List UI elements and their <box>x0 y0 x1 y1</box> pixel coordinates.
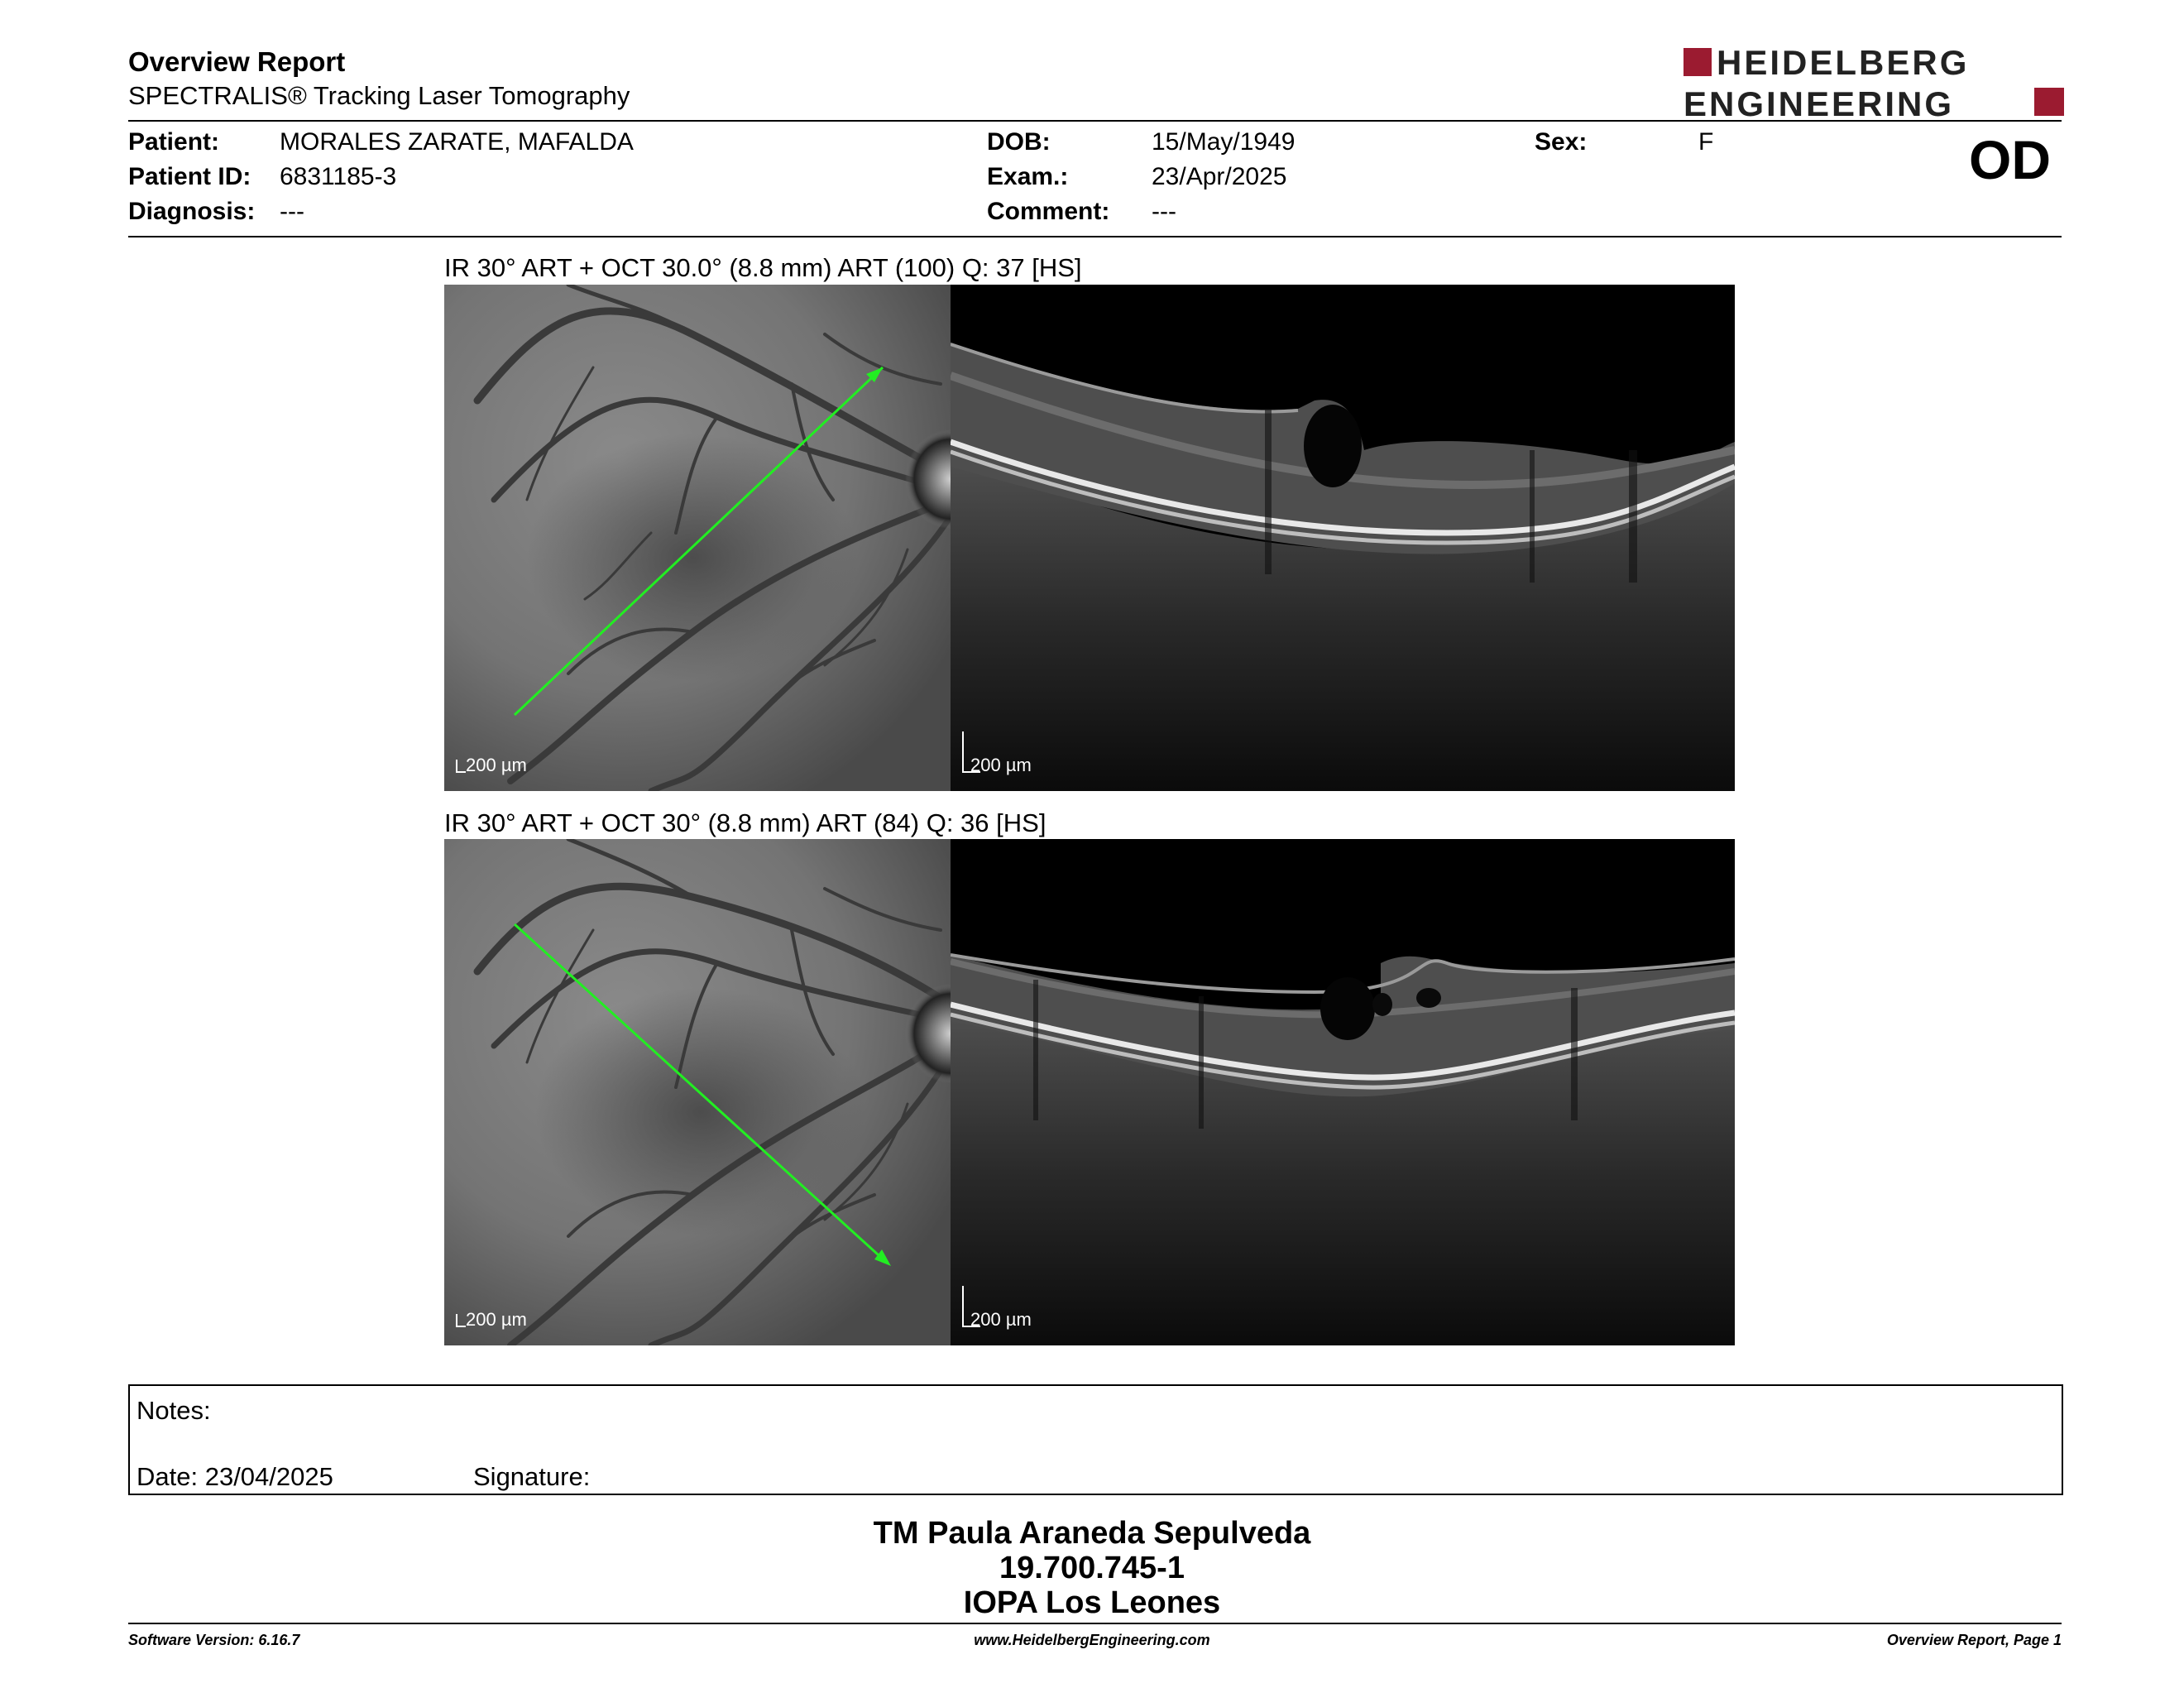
svg-text:HEIDELBERG: HEIDELBERG <box>1717 45 1970 82</box>
notes-box[interactable] <box>128 1384 2063 1495</box>
signer-id: 19.700.745-1 <box>999 1551 1185 1585</box>
dob-value: 15/May/1949 <box>1152 128 1296 156</box>
page-number: Overview Report, Page 1 <box>1886 1632 2062 1648</box>
patient-id-label: Patient ID: <box>128 163 251 190</box>
exam-value: 23/Apr/2025 <box>1152 163 1287 190</box>
patient-name: MORALES ZARATE, MAFALDA <box>280 128 634 156</box>
notes-label: Notes: <box>136 1396 211 1425</box>
report-title: Overview Report <box>128 46 346 77</box>
comment-label: Comment: <box>987 198 1110 225</box>
header-divider <box>128 120 2062 122</box>
scan-1-ir-scale: 200 µm <box>466 755 527 775</box>
sex-value: F <box>1698 128 1714 156</box>
signature-label: Signature: <box>473 1462 591 1491</box>
eye-indicator: OD <box>1969 129 2051 190</box>
exam-label: Exam.: <box>987 163 1069 190</box>
notes-date: Date: 23/04/2025 <box>136 1462 333 1491</box>
scan-2-oct-scale: 200 µm <box>970 1309 1032 1330</box>
patient-id: 6831185-3 <box>280 163 397 190</box>
diagnosis-value: --- <box>280 198 304 225</box>
software-version: Software Version: 6.16.7 <box>128 1632 300 1648</box>
scan-1-oct-image[interactable] <box>951 285 1735 791</box>
patient-divider <box>128 236 2062 237</box>
scan-1-oct-scale: 200 µm <box>970 755 1032 775</box>
heidelberg-logo <box>1684 45 2064 119</box>
diagnosis-label: Diagnosis: <box>128 198 256 225</box>
scan-2-title: IR 30° ART + OCT 30° (8.8 mm) ART (84) Q: 36 [HS] <box>444 808 1046 837</box>
scan-1-title: IR 30° ART + OCT 30.0° (8.8 mm) ART (100) Q: 37 [HS] <box>444 253 1082 282</box>
sex-label: Sex: <box>1535 128 1588 156</box>
footer-divider <box>128 1623 2062 1624</box>
scan-2-ir-scale: 200 µm <box>466 1309 527 1330</box>
signer-name: TM Paula Araneda Sepulveda <box>873 1516 1311 1551</box>
scan-2-oct-image[interactable] <box>951 839 1735 1345</box>
website-link[interactable]: www.HeidelbergEngineering.com <box>974 1632 1210 1648</box>
scan-2-ir-image[interactable] <box>444 839 951 1345</box>
svg-text:ENGINEERING: ENGINEERING <box>1684 84 1955 119</box>
dob-label: DOB: <box>987 128 1051 156</box>
report-subtitle: SPECTRALIS® Tracking Laser Tomography <box>128 81 630 110</box>
comment-value: --- <box>1152 198 1176 225</box>
signer-institution: IOPA Los Leones <box>963 1585 1221 1620</box>
scan-1-ir-image[interactable] <box>444 285 951 791</box>
patient-label: Patient: <box>128 128 220 156</box>
